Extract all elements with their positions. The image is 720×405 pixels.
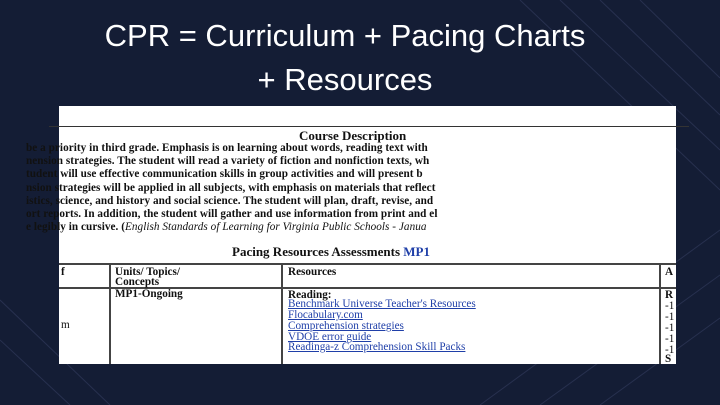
right-column-fragment: -1 bbox=[665, 300, 675, 312]
description-line: nsion strategies will be applied in all subjects, with emphasis on materials that reflect bbox=[26, 181, 436, 194]
table-header-units: Units/ Topics/ bbox=[115, 266, 180, 278]
description-line: istics, science, and history and social science. The student will plan, draft, revise, and bbox=[26, 194, 434, 207]
description-line: be a priority in third grade. Emphasis is on learning about words, reading text with bbox=[26, 142, 428, 154]
table-header-resources: Resources bbox=[288, 266, 337, 278]
table-header-right-fragment: A bbox=[665, 266, 674, 278]
description-line: tudent will use effective communication skills in group activities and will present b bbox=[26, 168, 423, 181]
description-line: nension strategies. The student will read a variety of fiction and nonfiction texts, wh bbox=[26, 155, 430, 168]
right-column-fragment: -1 bbox=[665, 311, 675, 323]
resource-link[interactable]: Comprehension strategies bbox=[288, 320, 404, 332]
table-column-divider bbox=[659, 263, 661, 364]
table-column-divider bbox=[109, 263, 111, 364]
table-column-divider bbox=[281, 263, 283, 364]
right-column-fragment: R bbox=[665, 289, 674, 301]
slide-title: CPR = Curriculum + Pacing Charts + Resources bbox=[104, 18, 586, 97]
pacing-mp-label: MP1 bbox=[403, 244, 430, 259]
table-header-left-fragment: f bbox=[61, 266, 65, 278]
right-column-fragment: -1 bbox=[665, 333, 675, 345]
resource-link[interactable]: Flocabulary.com bbox=[288, 309, 363, 321]
table-top-border bbox=[59, 263, 676, 265]
right-column-fragment: S bbox=[665, 353, 672, 365]
pacing-heading bbox=[232, 244, 430, 260]
resource-link[interactable]: Benchmark Universe Teacher's Resources bbox=[288, 298, 476, 310]
course-description-text bbox=[26, 142, 706, 234]
units-value: MP1-Ongoing bbox=[115, 288, 183, 300]
reading-label: Reading: bbox=[288, 289, 332, 301]
right-column-fragment: -1 bbox=[665, 322, 675, 334]
document-screenshot bbox=[26, 106, 676, 365]
citation-text: English Standards of Learning for Virginia Public Schools - Janua bbox=[125, 221, 427, 234]
right-column-fragment: -1 bbox=[665, 344, 675, 356]
table-header-concepts: Concepts bbox=[115, 276, 160, 288]
resource-link[interactable]: Readinga-z Comprehension Skill Packs bbox=[288, 341, 466, 353]
description-line: ort reports. In addition, the student will gather and use information from print and el bbox=[26, 208, 438, 221]
description-line: e legibly in cursive. ( bbox=[26, 221, 126, 234]
resource-link[interactable]: VDOE error guide bbox=[288, 331, 372, 343]
table-left-fragment: m bbox=[61, 319, 70, 331]
course-description-heading: Course Description bbox=[299, 128, 407, 143]
pacing-heading-text: Pacing Resources Assessments bbox=[232, 244, 404, 259]
description-line-last bbox=[26, 221, 706, 234]
